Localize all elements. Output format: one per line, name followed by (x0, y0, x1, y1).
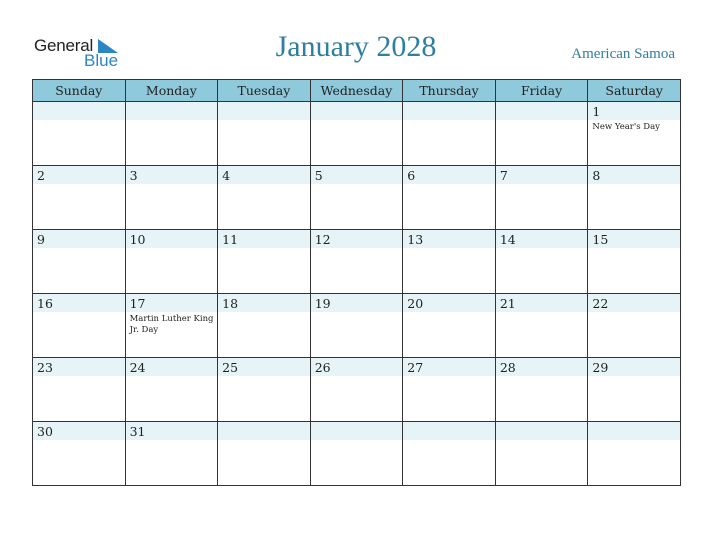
day-number: 18 (222, 296, 239, 311)
weekday-header: Tuesday (218, 80, 311, 102)
day-cell (495, 102, 588, 166)
day-number: 19 (314, 296, 331, 311)
day-number: 28 (499, 360, 516, 375)
day-cell (588, 358, 681, 422)
day-number: 6 (407, 168, 416, 183)
week-row (33, 230, 681, 294)
week-row (33, 294, 681, 358)
week-row (33, 358, 681, 422)
weekday-header: Wednesday (310, 80, 403, 102)
weekday-header: Friday (495, 80, 588, 102)
day-number: 15 (592, 232, 609, 247)
day-number: 9 (37, 232, 45, 247)
day-cell (588, 230, 681, 294)
day-header-band (33, 230, 125, 248)
day-number: 17 (129, 296, 146, 311)
day-cell (218, 358, 311, 422)
holiday-label: Martin Luther King Jr. Day (129, 314, 214, 335)
day-cell (403, 166, 496, 230)
day-cell (33, 358, 126, 422)
day-cell (310, 422, 403, 486)
day-header-band (218, 166, 310, 184)
day-header-band (496, 102, 588, 120)
day-cell (403, 422, 496, 486)
region-label: American Samoa (571, 46, 675, 62)
day-cell (310, 230, 403, 294)
day-number: 5 (314, 168, 323, 183)
day-cell (495, 422, 588, 486)
holiday-label: New Year's Day (592, 122, 660, 132)
day-cell (125, 230, 218, 294)
day-header-band (588, 166, 680, 184)
day-header-band (33, 102, 125, 120)
day-header-band (311, 102, 403, 120)
day-number: 10 (129, 232, 146, 247)
day-number: 14 (499, 232, 516, 247)
day-cell (403, 358, 496, 422)
day-number: 8 (592, 168, 601, 183)
day-cell (33, 102, 126, 166)
calendar-title: January 2028 (275, 30, 437, 63)
day-header-band (218, 422, 310, 440)
day-cell (33, 166, 126, 230)
weekday-header: Monday (125, 80, 218, 102)
logo-text-blue: Blue (84, 51, 119, 70)
day-cell (403, 230, 496, 294)
weekday-header: Saturday (588, 80, 681, 102)
day-number: 1 (592, 104, 601, 119)
week-row (33, 166, 681, 230)
day-number: 2 (37, 168, 45, 183)
day-header-band (403, 102, 495, 120)
day-number: 30 (37, 424, 53, 439)
day-number: 3 (129, 168, 138, 183)
day-cell (495, 294, 588, 358)
day-cell (310, 358, 403, 422)
day-cell (588, 102, 681, 166)
day-cell (588, 166, 681, 230)
day-header-band (218, 102, 310, 120)
day-number: 31 (129, 424, 146, 439)
day-number: 27 (407, 360, 424, 375)
day-cell (495, 230, 588, 294)
day-cell (125, 294, 218, 358)
day-cell (218, 422, 311, 486)
day-number: 13 (407, 232, 424, 247)
day-number: 16 (37, 296, 53, 311)
day-header-band (311, 166, 403, 184)
day-cell (33, 422, 126, 486)
day-header-band (403, 166, 495, 184)
day-cell (125, 422, 218, 486)
day-header-band (126, 102, 218, 120)
day-number: 21 (499, 296, 516, 311)
day-number: 12 (314, 232, 331, 247)
day-cell (495, 358, 588, 422)
day-cell (588, 294, 681, 358)
day-header-band (311, 422, 403, 440)
day-cell (218, 294, 311, 358)
day-cell (33, 230, 126, 294)
day-cell (33, 294, 126, 358)
calendar-body (33, 102, 681, 486)
calendar-grid (32, 79, 681, 486)
weekday-header: Thursday (403, 80, 496, 102)
day-number: 23 (37, 360, 53, 375)
day-cell (125, 102, 218, 166)
day-number: 4 (222, 168, 231, 183)
day-header-band (126, 166, 218, 184)
day-number: 29 (592, 360, 609, 375)
week-row (33, 422, 681, 486)
day-cell (310, 166, 403, 230)
day-cell (310, 294, 403, 358)
day-header-band (496, 166, 588, 184)
day-number: 20 (407, 296, 424, 311)
day-cell (125, 358, 218, 422)
day-cell (495, 166, 588, 230)
day-cell (125, 166, 218, 230)
day-cell (403, 102, 496, 166)
day-number: 24 (129, 360, 146, 375)
day-number: 7 (499, 168, 508, 183)
day-header-band (588, 102, 680, 120)
day-number: 22 (592, 296, 609, 311)
day-header-band (588, 422, 680, 440)
day-cell (218, 102, 311, 166)
day-cell (588, 422, 681, 486)
week-row (33, 102, 681, 166)
day-cell (310, 102, 403, 166)
day-header-band (33, 166, 125, 184)
day-cell (218, 166, 311, 230)
day-number: 26 (314, 360, 331, 375)
day-number: 25 (222, 360, 239, 375)
day-header-band (496, 422, 588, 440)
day-cell (403, 294, 496, 358)
logo-text-general: General (34, 36, 94, 55)
day-header-band (403, 422, 495, 440)
weekday-header: Sunday (33, 80, 126, 102)
day-number: 11 (222, 232, 239, 247)
weekday-header-row (33, 80, 681, 102)
day-cell (218, 230, 311, 294)
